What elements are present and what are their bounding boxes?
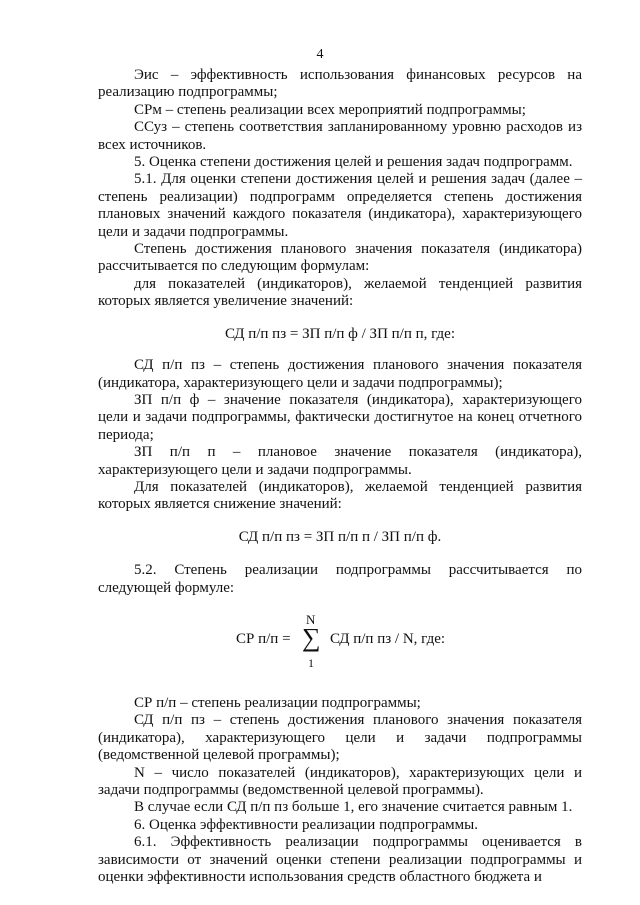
paragraph: 6.1. Эффективность реализации подпрограммы оценивается в зависимости от значений оценки степени реализации подпрограммы и оценки эффективности использования средств областного бюджета и: [98, 834, 582, 886]
section-heading: 6. Оценка эффективности реализации подпрограммы.: [134, 816, 478, 833]
paragraph: N – число показателей (индикаторов), характеризующих цели и задачи подпрограммы (ведомственной целевой программы).: [98, 764, 582, 798]
sum-upper-limit: N: [306, 611, 316, 627]
paragraph: СД п/п пз – степень достижения планового значения показателя (индикатора), характеризующего цели и задачи подпрограммы (ведомственной целевой программы);: [98, 712, 582, 764]
formula-sum: [98, 611, 582, 675]
paragraph: ЗП п/п п – плановое значение показателя (индикатора), характеризующего цели и задачи подпрограммы.: [98, 444, 582, 478]
formula-increase: СД п/п пз = ЗП п/п ф / ЗП п/п п, где:: [224, 325, 456, 342]
paragraph: Эис – эффективность использования финансовых ресурсов на реализацию подпрограммы;: [98, 67, 582, 101]
sigma-symbol: ∑: [302, 622, 321, 652]
formula-sum-rhs: СД п/п пз / N, где:: [330, 630, 446, 647]
paragraph: 5.1. Для оценки степени достижения целей и решения задач (далее – степень реализации) подпрограмм определяется степень достижения плановых значений каждого показателя (индикатора), характеризующего цели и задачи подпрограммы.: [98, 171, 582, 240]
paragraph: Для показателей (индикаторов), желаемой тенденцией развития которых является снижение значений:: [98, 478, 582, 513]
paragraph: ССуз – степень соответствия запланированному уровню расходов из всех источников.: [98, 119, 582, 153]
formula-sum-lhs: СР п/п =: [236, 630, 291, 647]
paragraph: В случае если СД п/п пз больше 1, его значение считается равным 1.: [134, 799, 573, 816]
page-number: 4: [316, 47, 324, 62]
sum-lower-limit: 1: [308, 655, 314, 670]
paragraph: Степень достижения планового значения показателя (индикатора) рассчитывается по следующим формулам:: [98, 241, 582, 275]
paragraph: ЗП п/п ф – значение показателя (индикатора), характеризующего цели и задачи подпрограммы, фактически достигнутое на конец отчетного периода;: [98, 391, 582, 443]
page-body: [98, 67, 582, 886]
formula-decrease: СД п/п пз = ЗП п/п п / ЗП п/п ф.: [238, 528, 442, 545]
section-heading: 5. Оценка степени достижения целей и решения задач подпрограмм.: [134, 154, 573, 171]
paragraph: СРм – степень реализации всех мероприятий подпрограммы;: [134, 101, 526, 118]
paragraph: 5.2. Степень реализации подпрограммы рассчитывается по следующей формуле:: [98, 562, 582, 596]
paragraph: для показателей (индикаторов), желаемой тенденцией развития которых является увеличение значений:: [98, 275, 582, 310]
paragraph: СР п/п – степень реализации подпрограммы;: [134, 694, 421, 711]
paragraph: СД п/п пз – степень достижения планового значения показателя (индикатора, характеризующего цели и задачи подпрограммы);: [98, 357, 582, 391]
